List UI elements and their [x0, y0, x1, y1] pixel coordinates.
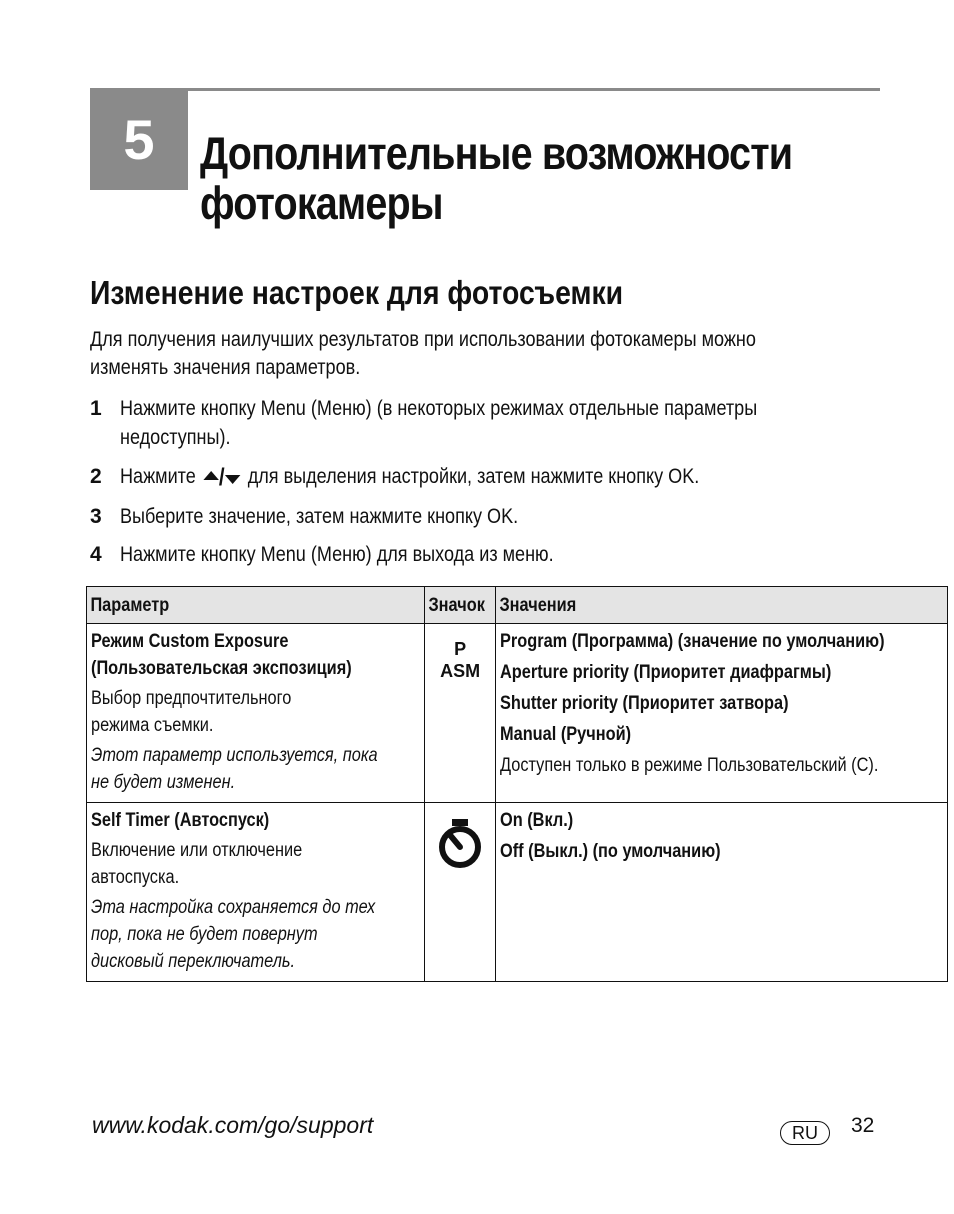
value-option: Aperture priority (Приоритет диафрагмы)	[499, 662, 832, 683]
parameter-cell	[87, 803, 425, 982]
down-arrow-icon	[225, 475, 240, 484]
parameter-description-line-1: Выбор предпочтительного	[91, 688, 292, 709]
parameter-cell	[87, 624, 425, 803]
chapter-number: 5	[90, 88, 188, 190]
parameter-description-line-1: Включение или отключение	[91, 840, 303, 861]
table-header-row	[87, 587, 948, 624]
up-down-arrows-icon: /	[203, 462, 240, 492]
chapter-title-line-1: Дополнительные возможности	[200, 127, 793, 179]
parameter-note-line-2: не будет изменен.	[91, 772, 236, 793]
parameter-note-line-2: пор, пока не будет повернут	[91, 924, 318, 945]
table-row	[87, 803, 948, 982]
step-number: 4	[90, 543, 102, 566]
parameter-description-line-2: режима съемки.	[91, 715, 214, 736]
step-number: 1	[90, 397, 102, 420]
step-text: Нажмите кнопку Menu (Меню) для выхода из меню.	[120, 543, 554, 566]
header-values	[495, 587, 947, 624]
intro-paragraph	[90, 326, 756, 382]
header-label: Значок	[428, 594, 486, 616]
parameter-name: Self Timer (Автоспуск)	[91, 810, 270, 831]
language-badge: RU	[780, 1121, 830, 1145]
icon-cell	[425, 624, 496, 803]
values-note: Доступен только в режиме Пользовательский (C).	[499, 755, 879, 776]
parameter-name-line-1: Режим Custom Exposure	[91, 631, 289, 652]
chapter-rule	[90, 88, 880, 91]
intro-line-2: изменять значения параметров.	[90, 356, 361, 379]
step-text-line-1: Нажмите кнопку Menu (Меню) (в некоторых режимах отдельные параметры	[120, 397, 758, 420]
icon-label-line-1: P	[454, 639, 467, 659]
header-label: Значения	[499, 594, 577, 616]
value-option: Program (Программа) (значение по умолчанию)	[499, 631, 885, 652]
chapter-title	[200, 127, 793, 229]
section-title: Изменение настроек для фотосъемки	[90, 274, 624, 311]
header-label: Параметр	[90, 594, 170, 616]
step-text: Выберите значение, затем нажмите кнопку OK.	[120, 505, 519, 528]
settings-table	[86, 586, 948, 982]
header-icon	[425, 587, 496, 624]
value-option: Manual (Ручной)	[499, 724, 631, 745]
step-text	[120, 462, 699, 492]
step-text	[120, 394, 757, 452]
value-option: Off (Выкл.) (по умолчанию)	[499, 841, 721, 862]
table-row	[87, 624, 948, 803]
icon-label-line-2: ASM	[440, 661, 481, 681]
step-text-after: для выделения настройки, затем нажмите кнопку OK.	[247, 465, 700, 488]
step-number: 2	[90, 465, 102, 488]
up-arrow-icon	[203, 471, 218, 480]
self-timer-icon	[436, 817, 484, 871]
header-parameter	[87, 587, 425, 624]
step-number: 3	[90, 505, 102, 528]
step-text-line-2: недоступны).	[120, 426, 231, 449]
step-text-before: Нажмите	[120, 465, 196, 488]
pasm-mode-icon	[425, 624, 495, 682]
values-cell	[495, 803, 947, 982]
parameter-description-line-2: автоспуска.	[91, 867, 180, 888]
value-option: On (Вкл.)	[499, 810, 574, 831]
icon-cell	[425, 803, 496, 982]
support-url[interactable]: www.kodak.com/go/support	[92, 1112, 374, 1138]
values-cell	[495, 624, 947, 803]
parameter-note-line-3: дисковый переключатель.	[91, 951, 296, 972]
parameter-note-line-1: Эта настройка сохраняется до тех	[91, 897, 376, 918]
value-option: Shutter priority (Приоритет затвора)	[499, 693, 789, 714]
chapter-title-line-2: фотокамеры	[200, 177, 443, 229]
parameter-note-line-1: Этот параметр используется, пока	[91, 745, 378, 766]
page-number: 32	[851, 1114, 875, 1137]
intro-line-1: Для получения наилучших результатов при использовании фотокамеры можно	[90, 328, 756, 351]
parameter-name-line-2: (Пользовательская экспозиция)	[91, 658, 352, 679]
